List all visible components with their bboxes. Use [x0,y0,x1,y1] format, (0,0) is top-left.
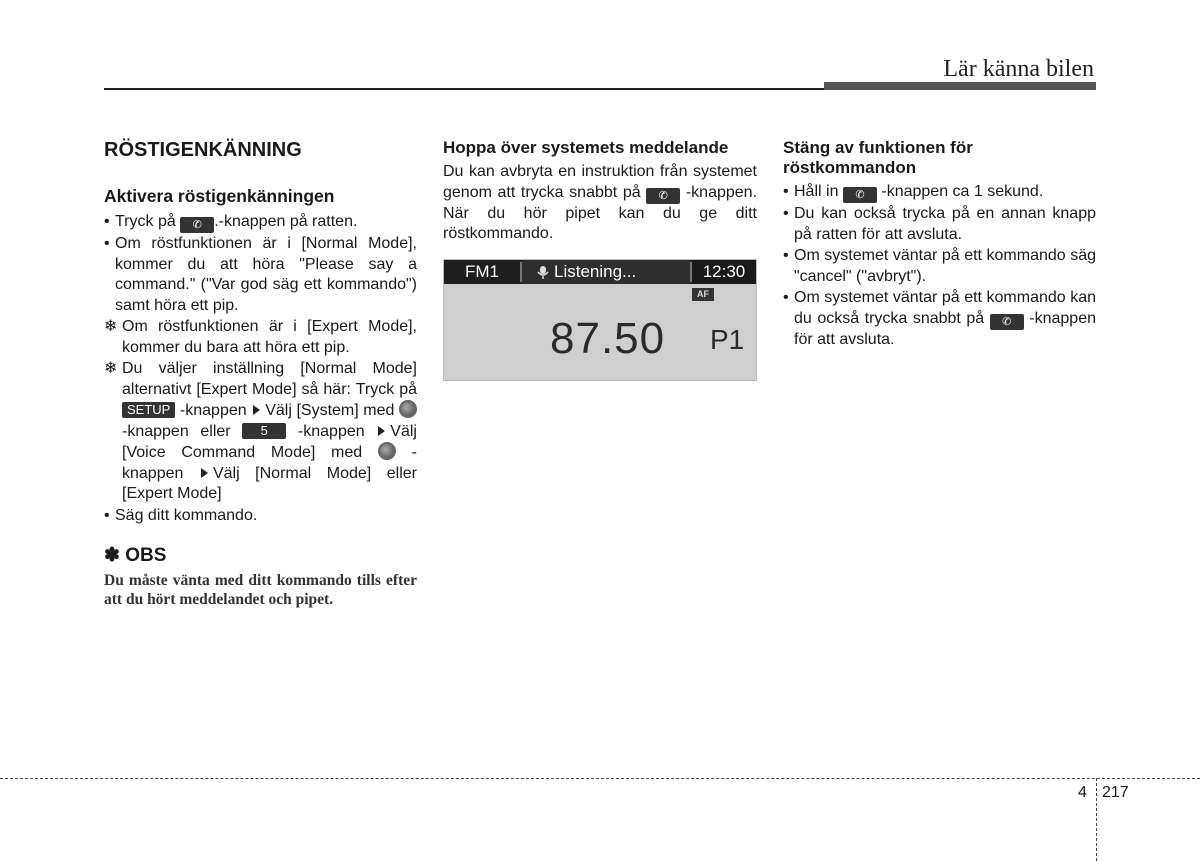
list-item: ❄ Om röstfunktionen är i [Expert Mode], kommer du bara att höra ett pip. [104,318,417,356]
instruction-list [104,212,417,526]
listening-status: Listening... [522,260,690,284]
instruction-list [783,182,1096,350]
header-title: Lär känna bilen [943,56,1094,82]
voice-button-icon: ✆ [843,187,877,203]
radio-display-illustration [443,259,757,381]
list-item: • Säg ditt kommando. [104,506,417,527]
note-title: ✽ OBS [104,545,167,566]
footer-divider-vertical [1096,778,1097,861]
section-heading: Stäng av funktionen för röstkommandon [783,138,973,177]
list-item: • Du kan också trycka på en annan knapp på ratten för att avsluta. [783,205,1096,243]
bullet: • [104,235,110,252]
column-3 [783,138,1096,351]
list-item: • Om röstfunktionen är i [Normal Mode], kommer du att höra "Please say a command." ("Var god säg ett kommando") samt höra ett pip. [104,235,417,314]
preset-5-button-icon: 5 [242,423,286,439]
chapter-number: 4 [1078,784,1087,801]
section-heading: Hoppa över systemets meddelande [443,138,729,157]
clock: 12:30 [692,260,756,284]
header-rule [104,88,824,90]
list-item: • Om systemet väntar på ett kommando kan du också trycka snabbt på ✆ -knappen för att avsluta. [783,289,1096,348]
frequency-readout: 87.50 [550,313,666,363]
bullet: • [783,205,789,222]
bullet: • [783,247,789,264]
bullet: • [783,183,789,200]
list-item: • Om systemet väntar på ett kommando säg "cancel" ("avbryt"). [783,247,1096,285]
af-indicator: AF [692,288,714,301]
voice-button-icon: ✆ [990,314,1024,330]
arrow-right-icon [253,405,260,415]
column-1 [104,138,417,609]
section-title: RÖSTIGENKÄNNING [104,139,302,161]
paragraph: Du kan avbryta en instruktion från systemet genom att trycka snabbt på ✆ -knappen. När du hör pipet kan du ge ditt röstkommando. [443,163,758,242]
note-star-icon: ❄ [104,360,118,377]
header-rule-accent [824,82,1096,90]
note-body: Du måste vänta med ditt kommando tills efter att du hört meddelandet och pipet. [104,571,417,608]
bullet: • [104,213,110,230]
tune-knob-icon [399,400,417,418]
list-item: ❄ Du väljer inställning [Normal Mode] alternativt [Expert Mode] så här: Tryck på SETUP -knappen Välj [System] med -knappen eller 5 -knappen Välj [Voice Command Mode] med -knappen Välj [Normal Mode] eller [Expert Mode] [104,360,417,502]
voice-button-icon: ✆ [646,188,680,204]
microphone-icon [536,265,550,279]
voice-button-icon: ✆ [180,217,214,233]
page-number: 217 [1102,784,1129,801]
arrow-right-icon [201,468,208,478]
subsection-title: Aktivera röstigenkänningen [104,186,335,206]
preset-indicator: P1 [710,323,745,355]
list-item: • Håll in ✆ -knappen ca 1 sekund. [783,183,1044,201]
tune-knob-icon [378,442,396,460]
note-star-icon: ❄ [104,318,118,335]
list-item: • Tryck på ✆ .-knappen på ratten. [104,213,358,231]
setup-button-icon: SETUP [122,402,175,418]
arrow-right-icon [378,426,385,436]
bullet: • [104,506,110,524]
band-label: FM1 [465,261,499,281]
column-2 [443,138,757,381]
bullet: • [783,289,789,306]
footer-divider [0,778,1200,779]
